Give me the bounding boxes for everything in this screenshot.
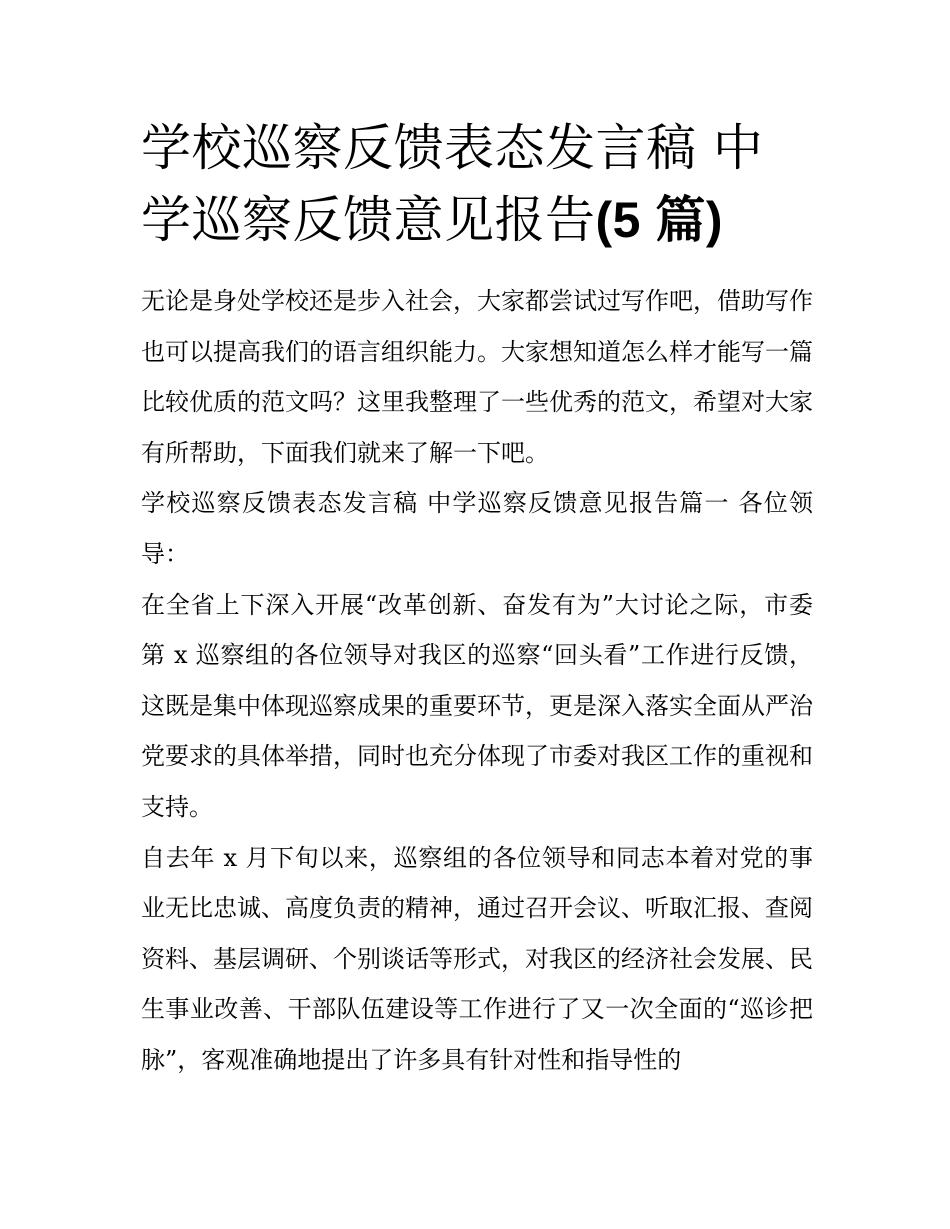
document-title-suffix: (5 篇) <box>595 192 723 248</box>
paragraph-body: 自去年 x 月下旬以来，巡察组的各位领导和同志本着对党的事业无比忠诚、高度负责的精神，通过召开会议、听取汇报、查阅资料、基层调研、个别谈话等形式，对我区的经济社会发展、民生事业改善、干部队伍建设等工作进行了又一次全面的“巡诊把脉”，客观准确地提出了许多具有针对性和指导性的 <box>141 843 813 1074</box>
document-title-main: 学校巡察反馈表态发言稿 中学巡察反馈意见报告 <box>141 119 764 249</box>
paragraph-intro: 无论是身处学校还是步入社会，大家都尝试过写作吧，借助写作也可以提高我们的语言组织能力。大家想知道怎么样才能写一篇比较优质的范文吗？这里我整理了一些优秀的范文，希望对大家有所帮助，下面我们就来了解一下吧。 <box>141 287 813 467</box>
document-content <box>141 112 813 1086</box>
document-body <box>141 276 813 1086</box>
paragraph-body: 在全省上下深入开展“改革创新、奋发有为”大讨论之际，市委第 x 巡察组的各位领导对我区的巡察“回头看”工作进行反馈，这既是集中体现巡察成果的重要环节，更是深入落实全面从严治党要求的具体举措，同时也充分体现了市委对我区工作的重视和支持。 <box>141 590 813 821</box>
paragraph-section-heading: 学校巡察反馈表态发言稿 中学巡察反馈意见报告篇一 各位领导： <box>141 489 813 568</box>
document-title <box>141 112 813 256</box>
